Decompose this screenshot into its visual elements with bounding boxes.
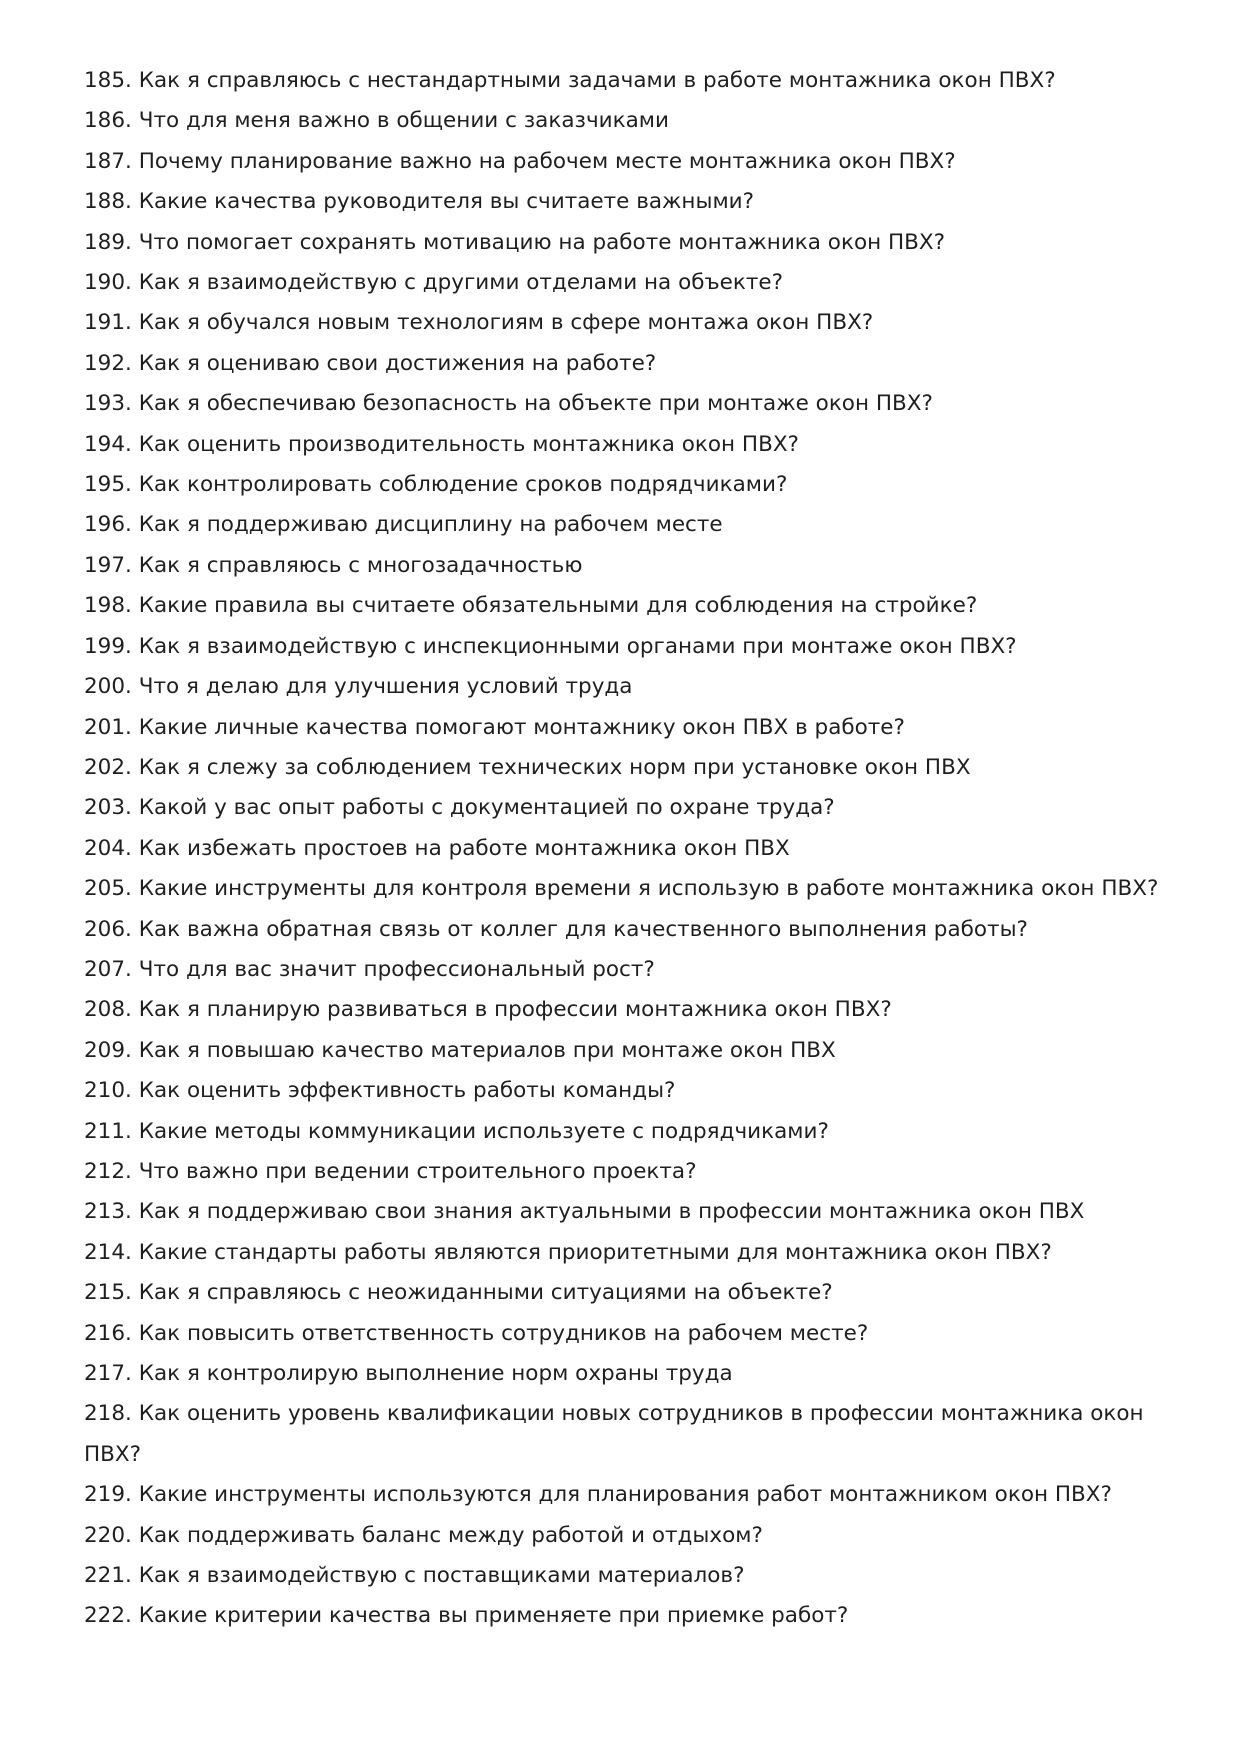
question-item: 209. Как я повышаю качество материалов при монтаже окон ПВХ: [84, 1037, 836, 1063]
question-item: 212. Что важно при ведении строительного проекта?: [84, 1158, 697, 1184]
question-item: 197. Как я справляюсь с многозадачностью: [84, 552, 583, 578]
question-item: 190. Как я взаимодействую с другими отделами на объекте?: [84, 270, 784, 296]
question-item: 215. Как я справляюсь с неожиданными ситуациями на объекте?: [84, 1280, 833, 1306]
question-item: 210. Как оценить эффективность работы команды?: [84, 1078, 676, 1104]
question-item: 200. Что я делаю для улучшения условий труда: [84, 674, 633, 700]
question-item: 201. Какие личные качества помогают монтажнику окон ПВХ в работе?: [84, 714, 905, 740]
question-item: 208. Как я планирую развиваться в профессии монтажника окон ПВХ?: [84, 997, 892, 1023]
question-item: 217. Как я контролирую выполнение норм охраны труда: [84, 1361, 733, 1386]
question-item: 195. Как контролировать соблюдение сроков подрядчиками?: [84, 472, 788, 498]
question-item: 188. Какие качества руководителя вы считаете важными?: [84, 189, 755, 215]
question-item: 222. Какие критерии качества вы применяете при приемке работ?: [84, 1603, 849, 1629]
question-item: 191. Как я обучался новым технологиям в сфере монтажа окон ПВХ?: [84, 310, 874, 336]
question-item: 192. Как я оцениваю свои достижения на работе?: [84, 350, 657, 376]
question-item: 213. Как я поддерживаю свои знания актуальными в профессии монтажника окон ПВХ: [84, 1199, 1085, 1225]
question-item: 186. Что для меня важно в общении с заказчиками: [84, 108, 669, 134]
question-item: 196. Как я поддерживаю дисциплину на рабочем месте: [84, 512, 723, 538]
question-item: 202. Как я слежу за соблюдением технических норм при установке окон ПВХ: [84, 754, 971, 780]
question-item: 206. Как важна обратная связь от коллег для качественного выполнения работы?: [84, 916, 1028, 942]
question-item: 193. Как я обеспечиваю безопасность на объекте при монтаже окон ПВХ?: [84, 391, 933, 417]
question-item: 216. Как повысить ответственность сотрудников на рабочем месте?: [84, 1320, 869, 1346]
question-item: 185. Как я справляюсь с нестандартными задачами в работе монтажника окон ПВХ?: [84, 68, 1056, 93]
question-item: 204. Как избежать простоев на работе монтажника окон ПВХ: [84, 835, 790, 861]
question-item: 194. Как оценить производительность монтажника окон ПВХ?: [84, 431, 799, 457]
question-item: 205. Какие инструменты для контроля времени я использую в работе монтажника окон ПВХ?: [84, 876, 1159, 902]
question-item: 207. Что для вас значит профессиональный рост?: [84, 956, 655, 982]
question-item: 203. Какой у вас опыт работы с документацией по охране труда?: [84, 795, 835, 821]
question-item: 220. Как поддерживать баланс между работой и отдыхом?: [84, 1522, 763, 1548]
question-item: 218. Как оценить уровень квалификации новых сотрудников в профессии монтажника окон ПВХ?: [84, 1401, 1144, 1467]
question-item: 214. Какие стандарты работы являются приоритетными для монтажника окон ПВХ?: [84, 1239, 1052, 1265]
question-list: [84, 61, 1164, 1637]
question-item: 211. Какие методы коммуникации используете с подрядчиками?: [84, 1118, 829, 1144]
question-item: 199. Как я взаимодействую с инспекционными органами при монтаже окон ПВХ?: [84, 633, 1017, 659]
question-item: 221. Как я взаимодействую с поставщиками материалов?: [84, 1563, 745, 1589]
question-item: 198. Какие правила вы считаете обязательными для соблюдения на стройке?: [84, 593, 978, 619]
question-item: 187. Почему планирование важно на рабочем месте монтажника окон ПВХ?: [84, 148, 956, 174]
question-item: 219. Какие инструменты используются для планирования работ монтажником окон ПВХ?: [84, 1482, 1112, 1508]
question-item: 189. Что помогает сохранять мотивацию на работе монтажника окон ПВХ?: [84, 229, 946, 255]
